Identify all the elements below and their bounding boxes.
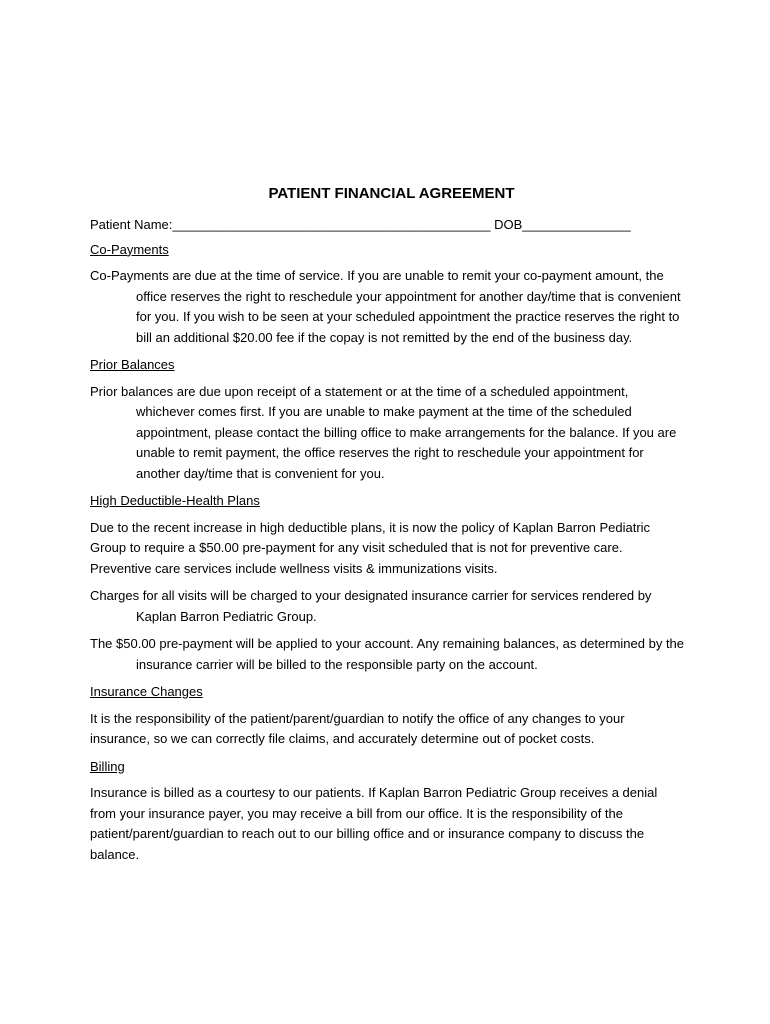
high-deductible-paragraph-3: The $50.00 pre-payment will be applied to your account. Any remaining balances, as determined by the insurance carrier will be billed to the responsible party on the account. — [90, 636, 685, 672]
high-deductible-paragraph-1: Due to the recent increase in high deductible plans, it is now the policy of Kaplan Barron Pediatric Group to require a $50.00 pre-payment for any visit scheduled that is not for preventive care. Preventive care services include wellness visits & immunizations visits. — [90, 519, 651, 576]
copayments-paragraph: Co-Payments are due at the time of service. If you are unable to remit your co-payment amount, the office reserves the right to reschedule your appointment for another day/time that is convenient for you. If you wish to be seen at your scheduled appointment the practice reserves the right to bill an additional $20.00 fee if the copay is not remitted by the end of the business day. — [90, 268, 681, 345]
document-body — [90, 185, 685, 872]
insurance-changes-paragraph: It is the responsibility of the patient/parent/guardian to notify the office of any changes to your insurance, so we can correctly file claims, and accurately determine out of pocket costs. — [90, 710, 625, 746]
patient-name-dob-line: Patient Name:____________________________________________ DOB_______________ — [90, 217, 631, 232]
prior-balances-paragraph: Prior balances are due upon receipt of a statement or at the time of a scheduled appointment, whichever comes first. If you are unable to make payment at the time of the scheduled appointment, please contact the billing office to make arrangements for the balance. If you are unable to remit payment, the office reserves the right to reschedule your appointment for another day/time that is convenient for you. — [90, 383, 677, 481]
document-title: PATIENT FINANCIAL AGREEMENT — [268, 185, 515, 202]
heading-insurance-changes: Insurance Changes — [90, 684, 203, 699]
heading-prior-balances: Prior Balances — [90, 357, 175, 372]
billing-paragraph: Insurance is billed as a courtesy to our patients. If Kaplan Barron Pediatric Group receives a denial from your insurance payer, you may receive a bill from our office. It is the responsibility of the patient/parent/guardian to reach out to our billing office and or insurance company to discuss the balance. — [90, 785, 658, 862]
heading-copayments: Co-Payments — [90, 241, 169, 257]
high-deductible-paragraph-2: Charges for all visits will be charged to your designated insurance carrier for services rendered by Kaplan Barron Pediatric Group. — [90, 588, 652, 624]
heading-high-deductible: High Deductible-Health Plans — [90, 493, 260, 508]
heading-billing: Billing — [90, 758, 125, 774]
